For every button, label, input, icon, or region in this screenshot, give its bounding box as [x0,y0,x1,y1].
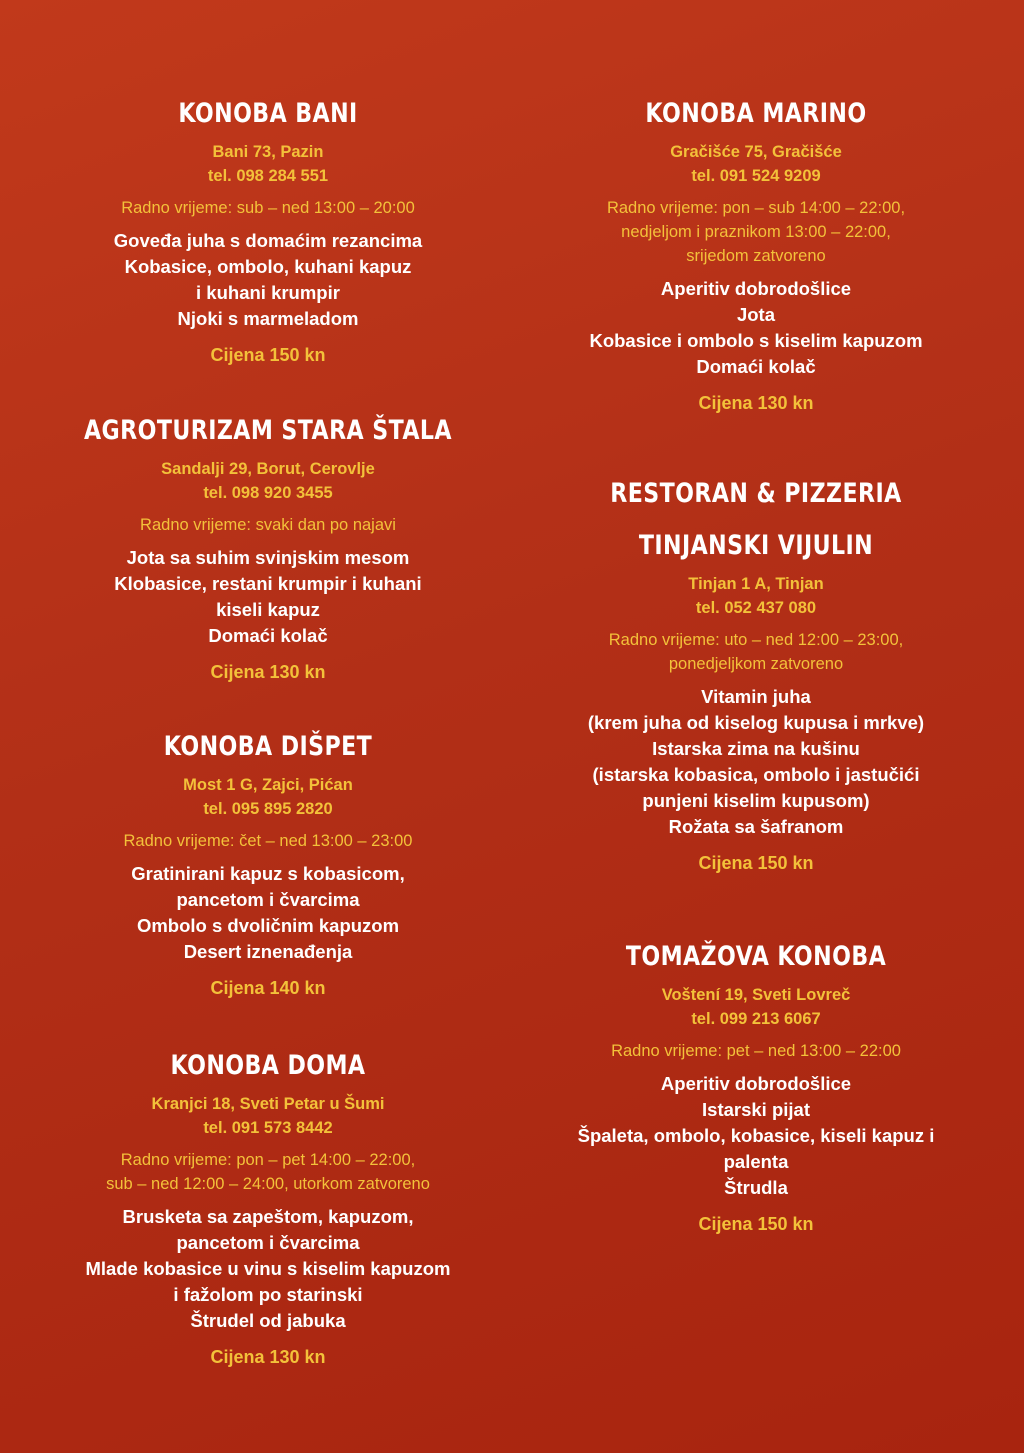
menu-item: i kuhani krumpir [196,282,340,303]
venue-phone: tel. 052 437 080 [695,599,817,617]
menu-item: Aperitiv dobrodošlice [660,1073,852,1094]
menu-item: Klobasice, restani krumpir i kuhani [114,573,422,594]
venue-hours [18,196,518,220]
menu-item: Goveđa juha s domaćim rezancima [113,230,423,251]
venue-price: Cijena 140 kn [210,978,326,998]
venue-name: AGROTURIZAM STARA ŠTALA [84,415,452,446]
venue-price: Cijena 130 kn [210,1347,326,1367]
venue-menu [18,228,518,332]
menu-item: Domaći kolač [208,625,328,646]
menu-item: Ombolo s dvoličnim kapuzom [136,915,400,936]
venue-name: KONOBA DIŠPET [163,731,373,762]
venue-hours [18,1148,518,1196]
hours-line: Radno vrijeme: čet – ned 13:00 – 23:00 [123,832,413,850]
menu-item: Aperitiv dobrodošlice [660,278,852,299]
venue-price: Cijena 150 kn [698,1214,814,1234]
hours-line: Radno vrijeme: pon – pet 14:00 – 22:00, [120,1151,416,1169]
menu-item: Domaći kolač [696,356,816,377]
venue-menu [506,1071,1006,1201]
venue-name: KONOBA BANI [178,98,358,129]
venue-price: Cijena 130 kn [210,662,326,682]
venue-hours [18,513,518,537]
menu-item: Špaleta, ombolo, kobasice, kiseli kapuz i [577,1125,935,1146]
hours-line: sub – ned 12:00 – 24:00, utorkom zatvoreno [106,1175,430,1193]
venue-address: Tinjan 1 A, Tinjan [688,575,824,593]
venue-name: KONOBA MARINO [645,98,867,129]
venue-hours [18,829,518,853]
hours-line: Radno vrijeme: sub – ned 13:00 – 20:00 [121,199,415,217]
menu-item: Jota [736,304,776,325]
venue-name: RESTORAN & PIZZERIA [610,478,902,509]
venue-phone: tel. 098 920 3455 [203,484,333,502]
venue-konoba-bani [18,88,518,368]
menu-item: pancetom i čvarcima [176,1232,360,1253]
venue-tinjanski-vijulin [506,468,1006,876]
hours-line: srijedom zatvoreno [686,247,826,265]
menu-item: Štrudel od jabuka [190,1310,346,1331]
hours-line: ponedjeljkom zatvoreno [668,655,844,673]
venue-phone: tel. 098 284 551 [207,167,329,185]
venue-konoba-doma [18,1040,518,1370]
venue-name: TINJANSKI VIJULIN [638,530,874,561]
hours-line: nedjeljom i praznikom 13:00 – 22:00, [621,223,891,241]
venue-hours [506,628,1006,676]
menu-item: Štrudla [724,1177,788,1198]
menu-item: Kobasice i ombolo s kiselim kapuzom [589,330,923,351]
venue-name: TOMAŽOVA KONOBA [625,941,887,972]
venue-address: Most 1 G, Zajci, Pićan [183,776,353,794]
menu-item: kiseli kapuz [216,599,320,620]
menu-item: Istarski pijat [702,1099,810,1120]
venue-address: Sandalji 29, Borut, Cerovlje [161,460,375,478]
venue-phone: tel. 091 573 8442 [203,1119,333,1137]
menu-item: Brusketa sa zapeštom, kapuzom, [122,1206,414,1227]
venue-menu [18,861,518,965]
venue-menu [506,684,1006,840]
venue-address: Kranjci 18, Sveti Petar u Šumi [151,1095,385,1113]
menu-item: Jota sa suhim svinjskim mesom [126,547,410,568]
venue-address: Bani 73, Pazin [212,143,324,161]
venue-price: Cijena 150 kn [210,345,326,365]
menu-item: punjeni kiselim kupusom) [642,790,870,811]
venue-price: Cijena 150 kn [698,853,814,873]
menu-item: Desert iznenađenja [183,941,353,962]
menu-item: (krem juha od kiselog kupusa i mrkve) [587,712,925,733]
menu-item: Rožata sa šafranom [668,816,844,837]
venue-menu [506,276,1006,380]
venue-phone: tel. 099 213 6067 [691,1010,821,1028]
venue-hours [506,196,1006,268]
venue-address: Voštení 19, Sveti Lovreč [661,986,851,1004]
menu-item: Istarska zima na kušinu [652,738,860,759]
menu-item: palenta [723,1151,789,1172]
menu-item: Vitamin juha [701,686,811,707]
menu-item: (istarska kobasica, ombolo i jastučići [592,764,920,785]
menu-item: Kobasice, ombolo, kuhani kapuz [124,256,412,277]
venue-konoba-marino [506,88,1006,416]
menu-item: Mlade kobasice u vinu s kiselim kapuzom [85,1258,451,1279]
venue-menu [18,545,518,649]
menu-item: Njoki s marmeladom [177,308,359,329]
venue-hours [506,1039,1006,1063]
venue-menu [18,1204,518,1334]
venue-price: Cijena 130 kn [698,393,814,413]
hours-line: Radno vrijeme: pon – sub 14:00 – 22:00, [606,199,906,217]
venue-agroturizam-stara-stala [18,405,518,685]
hours-line: Radno vrijeme: pet – ned 13:00 – 22:00 [611,1042,901,1060]
menu-item: Gratinirani kapuz s kobasicom, [131,863,405,884]
venue-address: Gračišće 75, Gračišće [670,143,842,161]
menu-item: pancetom i čvarcima [176,889,360,910]
venue-phone: tel. 091 524 9209 [691,167,821,185]
venue-tomazova-konoba [506,931,1006,1237]
venue-konoba-dispet [18,721,518,1001]
hours-line: Radno vrijeme: svaki dan po najavi [140,516,396,534]
venue-phone: tel. 095 895 2820 [203,800,333,818]
venue-name: KONOBA DOMA [170,1050,366,1081]
menu-item: i fažolom po starinski [173,1284,363,1305]
hours-line: Radno vrijeme: uto – ned 12:00 – 23:00, [608,631,904,649]
